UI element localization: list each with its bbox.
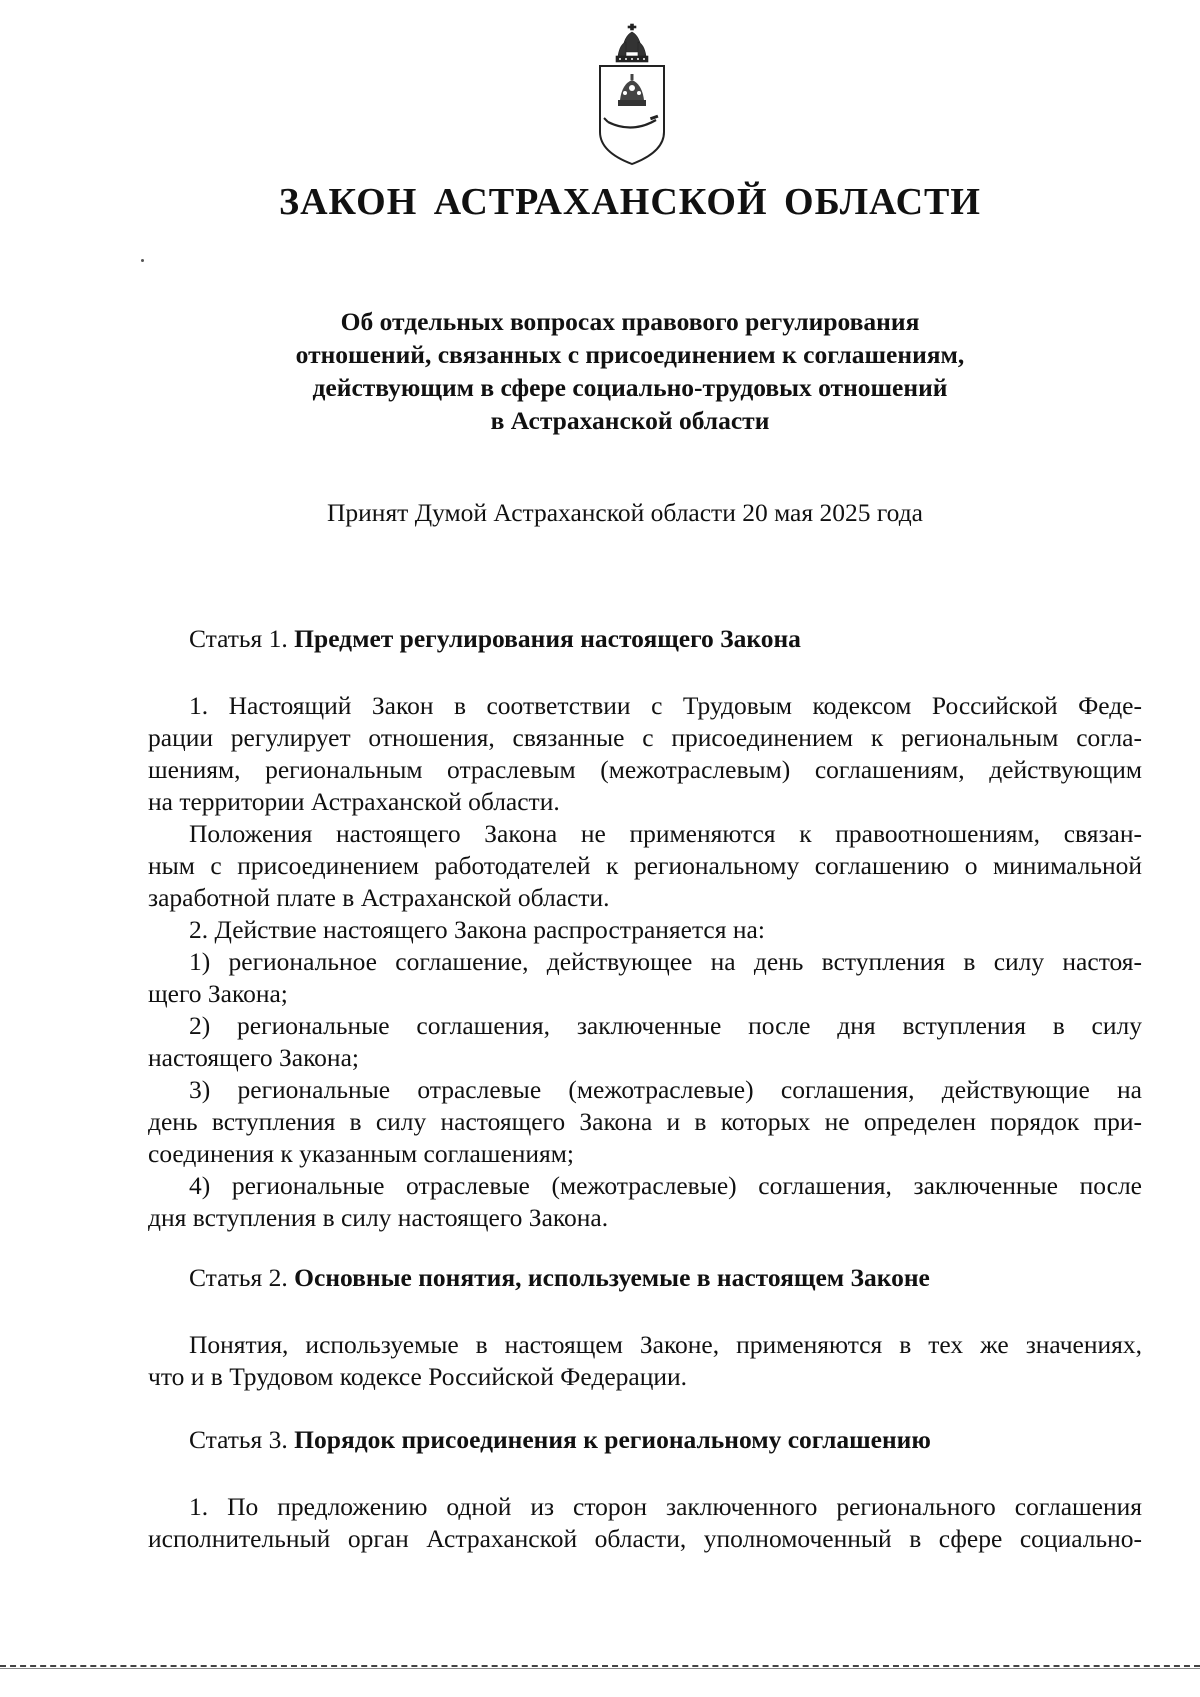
paragraph-line: заработной плате в Астраханской области. — [148, 883, 610, 912]
scan-speck — [141, 259, 144, 262]
coat-of-arms-icon — [592, 22, 672, 172]
article-1-title: Предмет регулирования настоящего Закона — [294, 624, 801, 653]
paragraph-line: на территории Астраханской области. — [148, 787, 560, 816]
paragraph-line: 1) региональное соглашение, действующее на день вступления в силу настоя- — [189, 947, 1142, 976]
article-3-title: Порядок присоединения к региональному соглашению — [294, 1425, 931, 1454]
subtitle-line: Об отдельных вопросах правового регулирования — [340, 307, 920, 336]
paragraph-line: 2. Действие настоящего Закона распространяется на: — [189, 915, 765, 944]
subtitle-line: в Астраханской области — [490, 406, 770, 435]
paragraph-line: 3) региональные отраслевые (межотраслевые) соглашения, действующие на — [189, 1075, 1142, 1104]
subtitle-line: действующим в сфере социально-трудовых отношений — [312, 373, 948, 402]
article-1-body — [148, 690, 1142, 1234]
paragraph-line: 4) региональные отраслевые (межотраслевые) соглашения, заключенные после — [189, 1171, 1142, 1200]
article-3-heading — [189, 1425, 931, 1455]
paragraph-line: Положения настоящего Закона не применяются к правоотношениям, связан- — [189, 819, 1142, 848]
article-2-title: Основные понятия, используемые в настоящем Законе — [294, 1263, 930, 1292]
paragraph-line: настоящего Закона; — [148, 1043, 359, 1072]
law-subtitle — [0, 305, 1200, 437]
paragraph-line: щего Закона; — [148, 979, 288, 1008]
paragraph-line: шениям, региональным отраслевым (межотраслевым) соглашениям, действующим — [148, 755, 1142, 784]
article-1-prefix: Статья 1. — [189, 624, 288, 653]
page-footer-rule-secondary — [0, 1668, 1200, 1669]
paragraph-line: соединения к указанным соглашениям; — [148, 1139, 574, 1168]
article-2-prefix: Статья 2. — [189, 1263, 288, 1292]
article-2-heading — [189, 1263, 930, 1293]
paragraph-line: 1. Настоящий Закон в соответствии с Трудовым кодексом Российской Феде- — [189, 691, 1142, 720]
page-footer-rule — [0, 1665, 1200, 1667]
paragraph-line: рации регулирует отношения, связанные с присоединением к региональным согла- — [148, 723, 1142, 752]
paragraph-line: что и в Трудовом кодексе Российской Федерации. — [148, 1362, 688, 1391]
article-2-body — [148, 1329, 1142, 1393]
article-3-prefix: Статья 3. — [189, 1425, 288, 1454]
paragraph-line: исполнительный орган Астраханской области, уполномоченный в сфере социально- — [148, 1524, 1142, 1553]
paragraph-line: 2) региональные соглашения, заключенные после дня вступления в силу — [189, 1011, 1142, 1040]
subtitle-line: отношений, связанных с присоединением к соглашениям, — [295, 340, 965, 369]
adoption-note: Принят Думой Астраханской области 20 мая 2025 года — [327, 498, 923, 527]
law-title: ЗАКОН АСТРАХАНСКОЙ ОБЛАСТИ — [279, 181, 981, 223]
paragraph-line: 1. По предложению одной из сторон заключенного регионального соглашения — [189, 1492, 1142, 1521]
article-3-body — [148, 1491, 1142, 1555]
paragraph-line: Понятия, используемые в настоящем Законе, применяются в тех же значениях, — [189, 1330, 1142, 1359]
paragraph-line: день вступления в силу настоящего Закона и в которых не определен порядок при- — [148, 1107, 1142, 1136]
paragraph-line: дня вступления в силу настоящего Закона. — [148, 1203, 609, 1232]
article-1-heading — [189, 624, 801, 654]
paragraph-line: ным с присоединением работодателей к региональному соглашению о минимальной — [148, 851, 1142, 880]
